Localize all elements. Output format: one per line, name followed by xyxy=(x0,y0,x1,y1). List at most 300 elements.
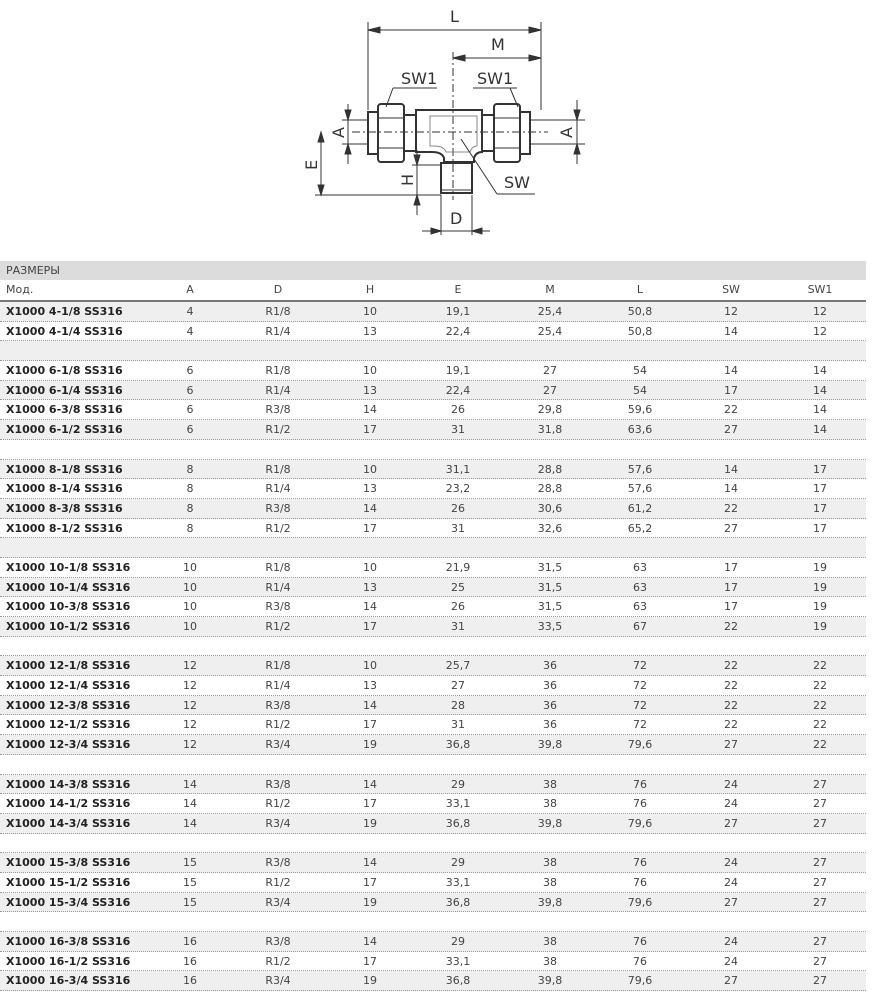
cell-e: 23,2 xyxy=(445,482,471,496)
cell-h: 19 xyxy=(363,816,377,830)
label-M: M xyxy=(491,35,505,54)
cell-sw: 22 xyxy=(724,620,738,633)
cell-model: X1000 12-3/4 SS316 xyxy=(6,738,131,752)
cell-l: 72 xyxy=(633,698,647,712)
cell-m: 31,5 xyxy=(537,580,563,594)
cell-a: 8 xyxy=(186,482,194,496)
cell-sw1: 27 xyxy=(813,935,827,948)
cell-model: X1000 14-3/4 SS316 xyxy=(6,816,131,830)
cell-sw1: 22 xyxy=(813,679,827,693)
cell-a: 15 xyxy=(183,856,197,870)
cell-a: 6 xyxy=(186,364,194,378)
cell-h: 10 xyxy=(363,462,377,476)
cell-h: 19 xyxy=(363,738,377,752)
cell-model: X1000 10-1/4 SS316 xyxy=(6,580,131,594)
cell-model: X1000 12-1/8 SS316 xyxy=(6,659,131,673)
cell-a: 16 xyxy=(183,974,197,988)
cell-sw: 27 xyxy=(724,521,738,535)
cell-model: X1000 12-3/8 SS316 xyxy=(6,698,131,712)
cell-l: 65,2 xyxy=(627,521,653,535)
cell-sw: 24 xyxy=(724,954,738,968)
table-row xyxy=(0,617,866,637)
cell-a: 14 xyxy=(183,816,197,830)
table-row xyxy=(0,322,866,342)
table-row xyxy=(0,420,866,440)
cell-sw: 22 xyxy=(724,718,738,732)
cell-m: 38 xyxy=(543,777,557,791)
cell-l: 57,6 xyxy=(627,462,653,476)
cell-m: 38 xyxy=(543,935,557,948)
cell-e: 27 xyxy=(451,679,465,693)
cell-m: 39,8 xyxy=(537,974,563,988)
cell-m: 27 xyxy=(543,383,557,397)
cell-a: 16 xyxy=(183,935,197,948)
cell-e: 28 xyxy=(451,698,465,712)
cell-sw1: 22 xyxy=(813,698,827,712)
cell-sw1: 17 xyxy=(813,521,827,535)
cell-sw1: 22 xyxy=(813,718,827,732)
cell-sw1: 17 xyxy=(813,482,827,496)
cell-e: 33,1 xyxy=(445,875,471,889)
cell-d: R1/2 xyxy=(265,718,291,732)
label-SW1-right: SW1 xyxy=(477,69,514,88)
cell-d: R1/2 xyxy=(265,620,291,633)
cell-e: 31 xyxy=(451,718,465,732)
cell-d: R1/4 xyxy=(265,482,291,496)
header-model: Мод. xyxy=(6,283,34,296)
table-row xyxy=(0,735,866,755)
cell-m: 36 xyxy=(543,718,557,732)
cell-d: R3/8 xyxy=(265,501,291,515)
cell-model: X1000 10-1/2 SS316 xyxy=(6,620,131,633)
cell-e: 36,8 xyxy=(445,816,471,830)
header-l: L xyxy=(636,283,644,296)
cell-m: 38 xyxy=(543,797,557,811)
cell-l: 76 xyxy=(633,856,647,870)
cell-h: 10 xyxy=(363,560,377,574)
cell-h: 13 xyxy=(363,383,377,397)
cell-sw1: 27 xyxy=(813,954,827,968)
cell-h: 13 xyxy=(363,482,377,496)
table-row xyxy=(0,302,866,322)
table-row xyxy=(0,893,866,913)
cell-l: 61,2 xyxy=(627,501,653,515)
cell-d: R1/2 xyxy=(265,423,291,437)
cell-m: 39,8 xyxy=(537,895,563,909)
cell-sw: 22 xyxy=(724,501,738,515)
cell-d: R1/8 xyxy=(265,659,291,673)
cell-l: 79,6 xyxy=(627,816,653,830)
cell-l: 63 xyxy=(633,580,647,594)
cell-model: X1000 12-1/2 SS316 xyxy=(6,718,131,732)
table-row xyxy=(0,558,866,578)
cell-l: 54 xyxy=(633,364,647,378)
cell-sw: 22 xyxy=(724,403,738,417)
cell-m: 32,6 xyxy=(537,521,563,535)
table-row xyxy=(0,381,866,401)
cell-d: R3/4 xyxy=(265,895,291,909)
cell-sw1: 14 xyxy=(813,403,827,417)
cell-a: 10 xyxy=(183,580,197,594)
cell-sw: 14 xyxy=(724,364,738,378)
cell-e: 19,1 xyxy=(445,305,471,318)
cell-h: 13 xyxy=(363,324,377,338)
cell-a: 15 xyxy=(183,895,197,909)
cell-d: R1/8 xyxy=(265,305,291,318)
cell-d: R3/8 xyxy=(265,403,291,417)
cell-sw: 24 xyxy=(724,777,738,791)
cell-d: R1/4 xyxy=(265,580,291,594)
cell-e: 26 xyxy=(451,501,465,515)
cell-m: 28,8 xyxy=(537,482,563,496)
cell-model: X1000 10-3/8 SS316 xyxy=(6,600,131,614)
table-row xyxy=(0,578,866,598)
tee-fitting-technical-drawing xyxy=(280,0,600,250)
cell-a: 14 xyxy=(183,797,197,811)
cell-sw: 24 xyxy=(724,856,738,870)
cell-sw: 17 xyxy=(724,560,738,574)
cell-d: R1/8 xyxy=(265,560,291,574)
cell-e: 33,1 xyxy=(445,954,471,968)
cell-d: R3/8 xyxy=(265,935,291,948)
cell-a: 4 xyxy=(186,324,194,338)
cell-l: 79,6 xyxy=(627,895,653,909)
cell-e: 25 xyxy=(451,580,465,594)
cell-sw1: 14 xyxy=(813,364,827,378)
cell-h: 17 xyxy=(363,718,377,732)
header-h: H xyxy=(365,283,375,296)
cell-m: 27 xyxy=(543,364,557,378)
cell-e: 31 xyxy=(451,423,465,437)
cell-a: 14 xyxy=(183,777,197,791)
table-row xyxy=(0,932,866,952)
cell-l: 79,6 xyxy=(627,974,653,988)
cell-e: 22,4 xyxy=(445,383,471,397)
cell-model: X1000 6-1/2 SS316 xyxy=(6,423,123,437)
cell-e: 31 xyxy=(451,521,465,535)
cell-a: 12 xyxy=(183,698,197,712)
cell-sw1: 14 xyxy=(813,423,827,437)
table-row xyxy=(0,361,866,381)
cell-m: 39,8 xyxy=(537,816,563,830)
cell-model: X1000 4-1/4 SS316 xyxy=(6,324,123,338)
cell-m: 31,5 xyxy=(537,600,563,614)
cell-h: 13 xyxy=(363,580,377,594)
cell-h: 17 xyxy=(363,797,377,811)
cell-e: 36,8 xyxy=(445,974,471,988)
table-row xyxy=(0,479,866,499)
cell-sw: 27 xyxy=(724,816,738,830)
table-row xyxy=(0,873,866,893)
cell-l: 59,6 xyxy=(627,403,653,417)
cell-a: 12 xyxy=(183,738,197,752)
header-a: A xyxy=(186,283,194,296)
cell-m: 29,8 xyxy=(537,403,563,417)
cell-sw: 22 xyxy=(724,698,738,712)
cell-h: 17 xyxy=(363,954,377,968)
cell-model: X1000 16-3/4 SS316 xyxy=(6,974,131,988)
cell-sw1: 17 xyxy=(813,501,827,515)
table-row xyxy=(0,460,866,480)
cell-h: 17 xyxy=(363,521,377,535)
cell-d: R3/4 xyxy=(265,974,291,988)
cell-sw1: 22 xyxy=(813,659,827,673)
cell-a: 12 xyxy=(183,679,197,693)
cell-model: X1000 10-1/8 SS316 xyxy=(6,560,131,574)
table-row xyxy=(0,400,866,420)
cell-sw1: 27 xyxy=(813,816,827,830)
cell-h: 17 xyxy=(363,423,377,437)
cell-m: 36 xyxy=(543,659,557,673)
cell-a: 16 xyxy=(183,954,197,968)
cell-l: 72 xyxy=(633,659,647,673)
cell-model: X1000 14-3/8 SS316 xyxy=(6,777,131,791)
cell-sw1: 17 xyxy=(813,462,827,476)
table-header xyxy=(0,280,866,302)
cell-l: 63 xyxy=(633,560,647,574)
cell-d: R3/8 xyxy=(265,698,291,712)
header-m: M xyxy=(545,283,555,296)
table-row xyxy=(0,853,866,873)
label-A-right: A xyxy=(557,127,576,138)
cell-l: 72 xyxy=(633,679,647,693)
cell-sw1: 19 xyxy=(813,620,827,633)
cell-m: 38 xyxy=(543,875,557,889)
cell-model: X1000 8-1/8 SS316 xyxy=(6,462,123,476)
table-row xyxy=(0,814,866,834)
table-body xyxy=(0,302,866,991)
cell-model: X1000 15-1/2 SS316 xyxy=(6,875,131,889)
cell-sw1: 19 xyxy=(813,560,827,574)
cell-m: 25,4 xyxy=(537,305,563,318)
cell-l: 54 xyxy=(633,383,647,397)
cell-h: 14 xyxy=(363,777,377,791)
cell-h: 13 xyxy=(363,679,377,693)
table-row xyxy=(0,971,866,991)
label-SW1-left: SW1 xyxy=(401,69,438,88)
cell-d: R1/8 xyxy=(265,364,291,378)
cell-a: 8 xyxy=(186,521,194,535)
cell-m: 38 xyxy=(543,856,557,870)
cell-sw: 17 xyxy=(724,600,738,614)
cell-sw: 24 xyxy=(724,935,738,948)
cell-e: 25,7 xyxy=(445,659,471,673)
table-row xyxy=(0,696,866,716)
cell-e: 36,8 xyxy=(445,738,471,752)
cell-d: R1/4 xyxy=(265,383,291,397)
cell-sw1: 12 xyxy=(813,324,827,338)
cell-sw1: 27 xyxy=(813,797,827,811)
cell-d: R3/8 xyxy=(265,600,291,614)
cell-sw: 27 xyxy=(724,738,738,752)
cell-e: 22,4 xyxy=(445,324,471,338)
header-sw1: SW1 xyxy=(807,283,833,296)
table-spacer-row xyxy=(0,834,866,854)
header-d: D xyxy=(273,283,283,296)
cell-d: R1/2 xyxy=(265,521,291,535)
table-row xyxy=(0,794,866,814)
cell-m: 33,5 xyxy=(537,620,563,633)
cell-model: X1000 6-3/8 SS316 xyxy=(6,403,123,417)
cell-model: X1000 4-1/8 SS316 xyxy=(6,305,123,318)
cell-sw1: 27 xyxy=(813,875,827,889)
table-row xyxy=(0,952,866,972)
label-A-left: A xyxy=(329,127,348,138)
cell-h: 10 xyxy=(363,659,377,673)
cell-h: 17 xyxy=(363,620,377,633)
cell-l: 63 xyxy=(633,600,647,614)
cell-a: 6 xyxy=(186,423,194,437)
cell-sw1: 14 xyxy=(813,383,827,397)
cell-h: 14 xyxy=(363,856,377,870)
table-spacer-row xyxy=(0,912,866,932)
cell-a: 10 xyxy=(183,600,197,614)
table-row xyxy=(0,676,866,696)
label-SW: SW xyxy=(504,173,530,192)
cell-model: X1000 8-3/8 SS316 xyxy=(6,501,123,515)
cell-h: 14 xyxy=(363,698,377,712)
cell-sw: 27 xyxy=(724,974,738,988)
cell-sw: 14 xyxy=(724,482,738,496)
cell-sw1: 19 xyxy=(813,580,827,594)
cell-h: 17 xyxy=(363,875,377,889)
header-sw: SW xyxy=(722,283,740,296)
table-spacer-row xyxy=(0,755,866,775)
table-row xyxy=(0,775,866,795)
cell-model: X1000 16-1/2 SS316 xyxy=(6,954,131,968)
cell-model: X1000 12-1/4 SS316 xyxy=(6,679,131,693)
cell-sw: 22 xyxy=(724,659,738,673)
cell-d: R3/4 xyxy=(265,816,291,830)
cell-e: 29 xyxy=(451,935,465,948)
cell-e: 36,8 xyxy=(445,895,471,909)
cell-sw1: 27 xyxy=(813,895,827,909)
cell-a: 12 xyxy=(183,718,197,732)
cell-model: X1000 8-1/2 SS316 xyxy=(6,521,123,535)
cell-sw: 24 xyxy=(724,875,738,889)
cell-h: 14 xyxy=(363,501,377,515)
cell-d: R3/4 xyxy=(265,738,291,752)
cell-h: 14 xyxy=(363,403,377,417)
cell-l: 76 xyxy=(633,935,647,948)
header-e: E xyxy=(454,283,462,296)
section-title: РАЗМЕРЫ xyxy=(0,261,866,280)
cell-a: 10 xyxy=(183,620,197,633)
cell-e: 19,1 xyxy=(445,364,471,378)
cell-model: X1000 6-1/4 SS316 xyxy=(6,383,123,397)
cell-e: 26 xyxy=(451,600,465,614)
cell-model: X1000 16-3/8 SS316 xyxy=(6,935,131,948)
cell-model: X1000 15-3/4 SS316 xyxy=(6,895,131,909)
cell-a: 4 xyxy=(186,305,194,318)
cell-a: 6 xyxy=(186,403,194,417)
cell-d: R3/8 xyxy=(265,856,291,870)
cell-sw: 22 xyxy=(724,679,738,693)
cell-m: 36 xyxy=(543,679,557,693)
cell-model: X1000 14-1/2 SS316 xyxy=(6,797,131,811)
cell-e: 29 xyxy=(451,856,465,870)
cell-e: 33,1 xyxy=(445,797,471,811)
cell-l: 50,8 xyxy=(627,305,653,318)
table-spacer-row xyxy=(0,341,866,361)
cell-e: 29 xyxy=(451,777,465,791)
cell-a: 15 xyxy=(183,875,197,889)
cell-e: 31 xyxy=(451,620,465,633)
cell-e: 21,9 xyxy=(445,560,471,574)
cell-d: R3/8 xyxy=(265,777,291,791)
cell-d: R1/2 xyxy=(265,954,291,968)
cell-h: 10 xyxy=(363,305,377,318)
cell-sw: 14 xyxy=(724,324,738,338)
cell-model: X1000 6-1/8 SS316 xyxy=(6,364,123,378)
cell-sw1: 27 xyxy=(813,856,827,870)
table-row xyxy=(0,499,866,519)
table-spacer-row xyxy=(0,440,866,460)
table-row xyxy=(0,715,866,735)
cell-sw: 17 xyxy=(724,383,738,397)
cell-d: R1/8 xyxy=(265,462,291,476)
cell-sw: 27 xyxy=(724,895,738,909)
cell-m: 30,6 xyxy=(537,501,563,515)
cell-a: 6 xyxy=(186,383,194,397)
cell-m: 25,4 xyxy=(537,324,563,338)
cell-sw: 17 xyxy=(724,580,738,594)
cell-h: 19 xyxy=(363,895,377,909)
cell-d: R1/4 xyxy=(265,679,291,693)
cell-l: 76 xyxy=(633,777,647,791)
table-row xyxy=(0,597,866,617)
cell-m: 38 xyxy=(543,954,557,968)
cell-h: 19 xyxy=(363,974,377,988)
cell-sw1: 27 xyxy=(813,974,827,988)
cell-d: R1/4 xyxy=(265,324,291,338)
cell-a: 10 xyxy=(183,560,197,574)
cell-sw: 14 xyxy=(724,462,738,476)
cell-sw1: 27 xyxy=(813,777,827,791)
cell-a: 8 xyxy=(186,462,194,476)
cell-a: 8 xyxy=(186,501,194,515)
cell-h: 10 xyxy=(363,364,377,378)
cell-l: 76 xyxy=(633,797,647,811)
cell-l: 72 xyxy=(633,718,647,732)
cell-sw: 12 xyxy=(724,305,738,318)
cell-sw1: 19 xyxy=(813,600,827,614)
cell-a: 12 xyxy=(183,659,197,673)
label-H: H xyxy=(398,173,417,186)
cell-m: 28,8 xyxy=(537,462,563,476)
label-D: D xyxy=(450,209,463,228)
cell-model: X1000 8-1/4 SS316 xyxy=(6,482,123,496)
table-row xyxy=(0,656,866,676)
cell-h: 14 xyxy=(363,600,377,614)
cell-sw1: 22 xyxy=(813,738,827,752)
cell-l: 76 xyxy=(633,875,647,889)
dimensions-table xyxy=(0,261,866,991)
cell-l: 63,6 xyxy=(627,423,653,437)
cell-model: X1000 15-3/8 SS316 xyxy=(6,856,131,870)
cell-d: R1/2 xyxy=(265,875,291,889)
cell-l: 76 xyxy=(633,954,647,968)
cell-l: 67 xyxy=(633,620,647,633)
cell-sw1: 12 xyxy=(813,305,827,318)
cell-d: R1/2 xyxy=(265,797,291,811)
cell-sw: 24 xyxy=(724,797,738,811)
cell-sw: 27 xyxy=(724,423,738,437)
table-row xyxy=(0,519,866,539)
cell-e: 31,1 xyxy=(445,462,471,476)
tee-fitting-drawing xyxy=(280,0,600,250)
cell-l: 79,6 xyxy=(627,738,653,752)
